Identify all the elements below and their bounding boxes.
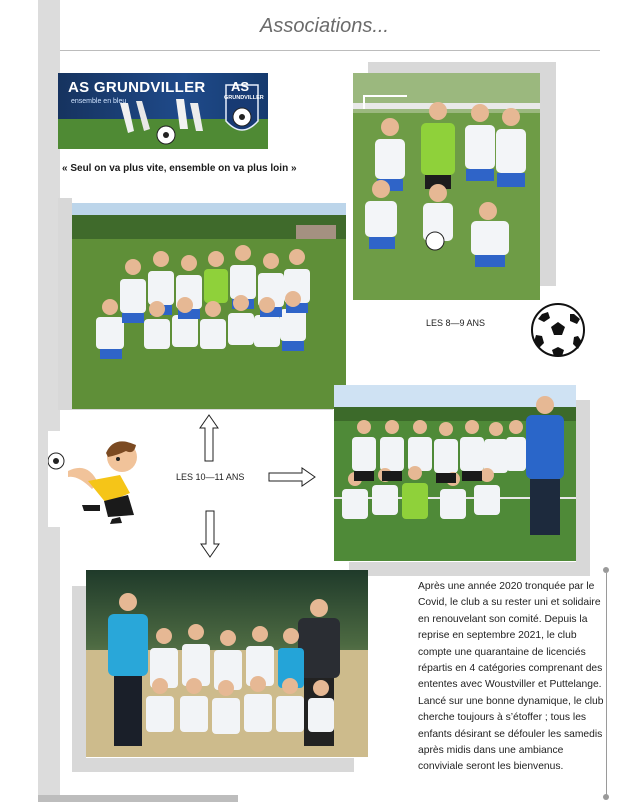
- photo-shadow: [72, 586, 86, 772]
- arrow-down-icon: [200, 510, 220, 558]
- photo-shadow: [58, 198, 72, 410]
- left-margin-band: [38, 0, 60, 802]
- club-banner: [58, 73, 268, 149]
- caption-age-8-9: LES 8—9 ANS: [426, 318, 486, 328]
- cartoon-player-icon: [48, 431, 144, 527]
- team-photo-u11-coach: [334, 385, 576, 561]
- bottom-margin-band: [38, 795, 238, 802]
- team-photo-u11-group: [72, 203, 346, 409]
- club-tagline: ensemble en bleu: [71, 98, 127, 105]
- crest-name: GRUNDVILLER: [224, 95, 264, 101]
- page-header: [60, 0, 600, 51]
- arrow-right-icon: [268, 467, 316, 487]
- team-photo-u9: [353, 73, 540, 300]
- rule-dot-bottom: [603, 794, 609, 800]
- photo-shadow: [349, 562, 590, 576]
- club-motto: « Seul on va plus vite, ensemble on va plus loin »: [62, 163, 297, 174]
- crest-initials: AS: [231, 79, 250, 94]
- photo-shadow: [576, 400, 590, 576]
- photo-shadow: [72, 758, 354, 772]
- caption-age-10-11: LES 10—11 ANS: [176, 472, 245, 482]
- team-photo-bottom: [86, 570, 368, 757]
- soccer-ball-icon: [530, 302, 586, 358]
- club-description: [418, 579, 604, 776]
- decorative-rule: [606, 573, 607, 797]
- club-description-text: Après une année 2020 tronquée par le Covid, le club a su rester uni et solidaire en renouvelant son comité. Depuis la reprise en septembre 2021, le club compte une quarantaine de licenciés répartis en 4 catégories comprenant des ententes avec Woustviller et Puttelange. Lancé sur une bonne dynamique, le club cherche toujours à s’étoffer ; tous les enfants désirant se défouler les samedis après midis dans une ambiance conviviale seront les bienvenus.: [418, 581, 604, 773]
- club-name: AS GRUNDVILLER: [68, 79, 206, 96]
- page-title: Associations...: [260, 15, 389, 37]
- rule-dot-top: [603, 567, 609, 573]
- arrow-up-icon: [199, 414, 219, 462]
